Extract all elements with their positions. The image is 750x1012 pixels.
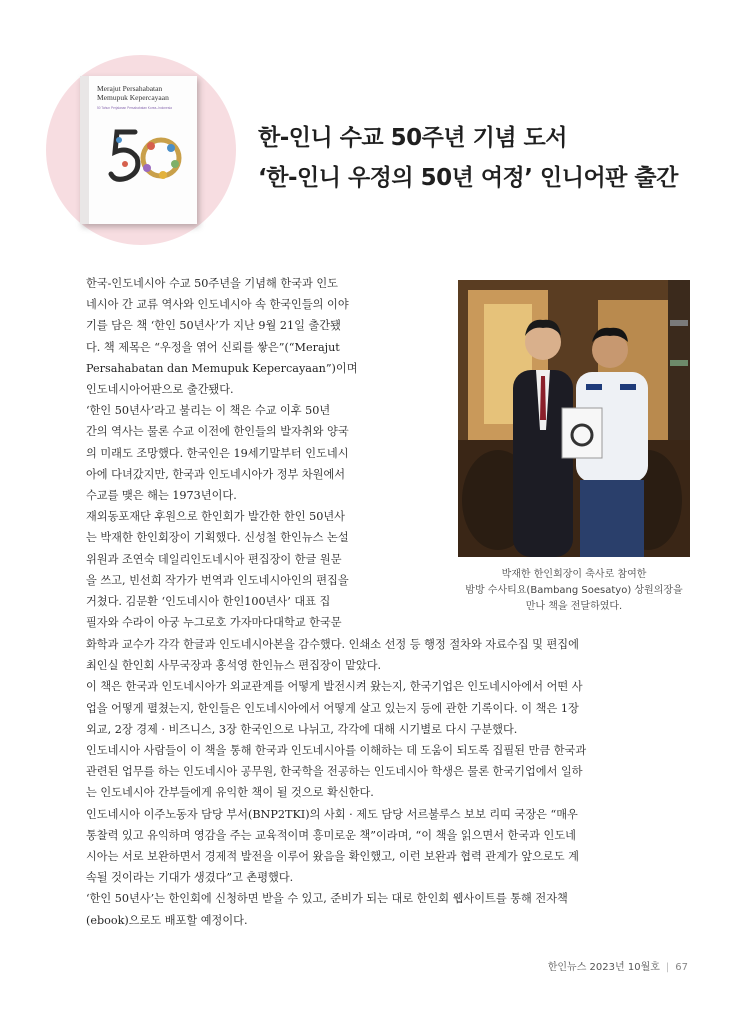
- text-line-content: 한국-인도네시아 수교 50주년을 기념해 한국과 인도: [86, 277, 338, 290]
- text-line-content: 속될 것이라는 기대가 생겼다”고 촌평했다.: [86, 871, 294, 885]
- text-line: [86, 358, 438, 379]
- text-line: [86, 846, 708, 867]
- text-line: [86, 570, 438, 591]
- page-footer: [548, 958, 688, 973]
- text-line-content: 수교를 맺은 해는 1973년이다.: [86, 489, 237, 503]
- text-line: [86, 591, 438, 612]
- text-line: [86, 273, 438, 294]
- caption-line-3: 만나 책을 전달하였다.: [525, 601, 623, 612]
- text-line: [86, 804, 708, 825]
- text-line-content: 관련된 업무를 하는 인도네시아 공무원, 한국학을 전공하는 인도네시아 학생은 물론 한국기업에서 일하: [86, 765, 583, 779]
- text-line-content: 는 박재한 한인회장이 기획했다. 신성철 한인뉴스 논설: [86, 531, 349, 545]
- text-line-content: 최인실 한인회 사무국장과 홍석영 한인뉴스 편집장이 맡았다.: [86, 659, 382, 673]
- text-line-content: 다. 책 제목은 “우정을 엮어 신뢰를 쌓은”(“Merajut: [86, 340, 340, 354]
- text-line-content: 화학과 교수가 각각 한글과 인도네시아본을 감수했다. 인쇄소 선정 등 행정 절차와 자료수집 및 편집에: [86, 638, 579, 651]
- text-line: [86, 506, 438, 527]
- body-text-full-width: [86, 634, 708, 931]
- text-line-content: 인도네시아 사람들이 이 책을 통해 한국과 인도네시아를 이해하는 데 도움이 되도록 집필된 만큼 한국과: [86, 744, 587, 758]
- text-line: [86, 719, 708, 740]
- text-line: [86, 655, 708, 676]
- book-cover-subtitle: 50 Tahun Perjalanan Persahabatan Korea–Indonesia: [97, 106, 172, 110]
- text-line-content: 이 책은 한국과 인도네시아가 외교관계를 어떻게 발전시켜 왔는지, 한국기업은 인도네시아에서 어떤 사: [86, 680, 583, 694]
- photo-caption: [452, 567, 696, 615]
- text-line: [86, 910, 708, 931]
- text-line: [86, 464, 438, 485]
- text-line: [86, 379, 438, 400]
- text-line-content: Persahabatan dan Memupuk Kepercayaan”)이며: [86, 361, 358, 375]
- text-line-content: 재외동포재단 후원으로 한인회가 발간한 한인 50년사: [86, 510, 345, 524]
- text-line: [86, 761, 708, 782]
- text-line: [86, 740, 708, 761]
- footer-separator: |: [665, 962, 670, 973]
- text-line-content: 외교, 2장 경제 · 비즈니스, 3장 한국인으로 나뉘고, 각각에 대해 시기별로 다시 구분했다.: [86, 722, 518, 736]
- text-line-content: 는 인도네시아 간부들에게 유익한 책이 될 것으로 확신한다.: [86, 786, 374, 800]
- text-line: [86, 443, 438, 464]
- text-line: [86, 294, 438, 315]
- text-line: [86, 337, 438, 358]
- article-photo: [458, 280, 690, 557]
- text-line: [86, 421, 438, 442]
- text-line-content: 필자와 수라이 아궁 누그로호 가자마다대학교 한국문: [86, 616, 342, 630]
- text-line-content: 인도네시아 이주노동자 담당 부서(BNP2TKI)의 사회 · 제도 담당 서르불루스 보보 리띠 국장은 “매우: [86, 807, 578, 821]
- text-line: [86, 867, 708, 888]
- headline-line-2: ‘한-인니 우정의 50년 여정’ 인니어판 출간: [258, 165, 678, 191]
- text-line-content: 을 쓰고, 빈선희 작가가 번역과 인도네시아인의 편집을: [86, 573, 349, 587]
- text-line-content: ‘한인 50년사’라고 불리는 이 책은 수교 이후 50년: [86, 404, 331, 418]
- body-text-column: [86, 273, 438, 633]
- text-line-content: 통찰력 있고 유익하며 영감을 주는 교육적이며 흥미로운 책”이라며, “이 책을 읽으면서 한국과 인도네: [86, 828, 576, 842]
- text-line: [86, 698, 708, 719]
- text-line: [86, 634, 708, 655]
- text-line-content: 간의 역사는 물론 수교 이전에 한인들의 발자취와 양국: [86, 425, 349, 439]
- text-line-content: 업을 어떻게 펼쳤는지, 한인들은 인도네시아에서 어떻게 살고 있는지 등에 관한 기록이다. 이 책은 1장: [86, 701, 579, 715]
- headline-line-1: 한-인니 수교 50주년 기념 도서: [258, 125, 567, 151]
- text-line-content: 인도네시아어판으로 출간됐다.: [86, 383, 234, 397]
- fifty-logo-icon: [105, 120, 185, 190]
- book-cover-title: [97, 84, 191, 102]
- text-line-content: 거쳤다. 김문환 ‘인도네시아 한인100년사’ 대표 집: [86, 595, 331, 609]
- article-headline: [258, 118, 718, 198]
- text-line-content: 의 미래도 조망했다. 한국인은 19세기말부터 인도네시: [86, 446, 349, 460]
- text-line-content: (ebook)으로도 배포할 예정이다.: [86, 913, 248, 927]
- text-line-content: 위원과 조연숙 데일리인도네시아 편집장이 한글 원문: [86, 552, 342, 566]
- caption-line-2: 밤방 수사티요(Bambang Soesatyo) 상원의장을: [465, 585, 683, 596]
- text-line: [86, 485, 438, 506]
- text-line: [86, 315, 438, 336]
- book-title-line-1: Merajut Persahabatan: [97, 84, 163, 93]
- text-line: [86, 888, 708, 909]
- text-line-content: ‘한인 50년사’는 한인회에 신청하면 받을 수 있고, 준비가 되는 대로 한인회 웹사이트를 통해 전자책: [86, 892, 568, 906]
- book-title-line-2: Memupuk Kepercayaan: [97, 93, 169, 102]
- caption-line-1: 박재한 한인회장이 축사로 참여한: [501, 569, 647, 580]
- text-line-content: 시아는 서로 보완하면서 경제적 발전을 이루어 왔음을 확인했고, 이런 보완과 협력 관계가 앞으로도 계: [86, 850, 579, 864]
- text-line-content: 네시아 간 교류 역사와 인도네시아 속 한국인들의 이야: [86, 298, 349, 312]
- footer-publication: 한인뉴스 2023년 10월호: [547, 962, 660, 973]
- photo-two-men-holding-book: [458, 280, 690, 557]
- text-line-content: 기를 담은 책 ‘한인 50년사’가 지난 9월 21일 출간됐: [86, 319, 341, 333]
- text-line: [86, 676, 708, 697]
- page-number: 67: [675, 962, 688, 973]
- text-line: [86, 612, 438, 633]
- text-line: [86, 400, 438, 421]
- text-line-content: 아에 다녀갔지만, 한국과 인도네시아가 정부 차원에서: [86, 467, 346, 481]
- text-line: [86, 549, 438, 570]
- text-line: [86, 782, 708, 803]
- text-line: [86, 527, 438, 548]
- book-cover-image: [80, 76, 197, 224]
- text-line: [86, 825, 708, 846]
